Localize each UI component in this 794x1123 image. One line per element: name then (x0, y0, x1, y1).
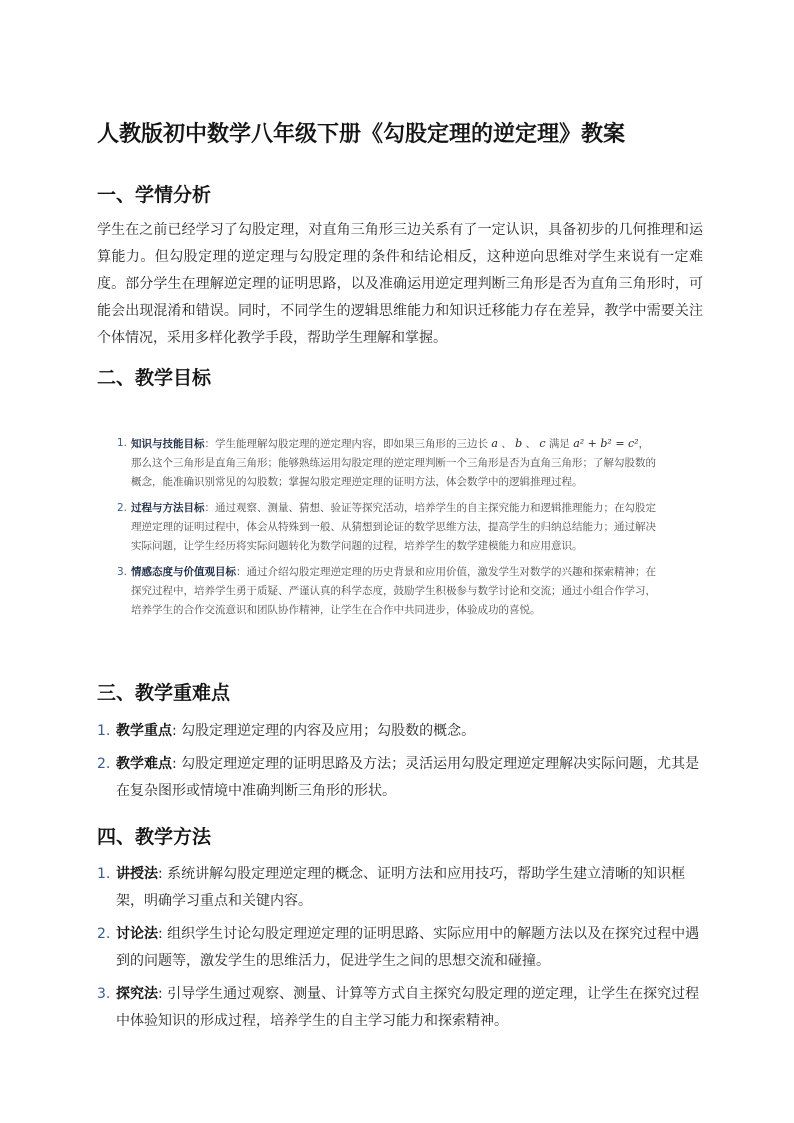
list-number: 2. (117, 502, 128, 514)
list-item-text: : 组织学生讨论勾股定理逆定理的证明思路、实际应用中的解题方法以及在探究过程中遇到的问题等，激发学生的思维活力，促进学生之间的思想交流和碰撞。 (116, 926, 700, 969)
list-item (97, 921, 703, 975)
list-item (97, 718, 703, 745)
separator: 、 (497, 438, 512, 450)
list-item-text: : 系统讲解勾股定理逆定理的概念、证明方法和应用技巧，帮助学生建立清晰的知识框架，明确学习重点和关键内容。 (116, 866, 686, 909)
list-item (97, 981, 703, 1035)
section-heading-methods: 四、教学方法 (97, 826, 212, 848)
page-title: 人教版初中数学八年级下册《勾股定理的逆定理》教案 (97, 122, 626, 147)
list-item-label: 教学难点 (116, 756, 172, 772)
list-item-text: ：学生能理解勾股定理的逆定理内容，即如果三角形的三边长 (204, 438, 488, 450)
list-item (117, 563, 657, 620)
list-item-text: ，那么这个三角形是直角三角形；能够熟练运用勾股定理的逆定理判断一个三角形是否为直角三角形；了解勾股数的概念，能准确识别常见的勾股数；掌握勾股定理逆定理的证明方法，体会数学中的逻辑推理过程。 (131, 438, 656, 488)
list-item-text: ：通过观察、测量、猜想、验证等探究活动，培养学生的自主探究能力和逻辑推理能力；在勾股定理逆定理的证明过程中，体会从特殊到一般、从猜想到论证的数学思维方法，提高学生的归纳总结能力；通过解决实际问题，让学生经历将实际问题转化为数学问题的过程，培养学生的数学建模能力和应用意识。 (131, 502, 656, 552)
section-heading-key-points: 三、教学重难点 (97, 682, 231, 704)
list-number: 2. (97, 756, 111, 772)
list-item-label: 探究法 (116, 986, 158, 1002)
math-formula: a² + b² = c² (573, 437, 639, 450)
list-number: 3. (117, 566, 128, 578)
list-item-label: 讨论法 (116, 926, 158, 942)
section-heading-goals: 二、教学目标 (97, 367, 212, 389)
list-item-text: 满足 (545, 438, 570, 450)
separator: 、 (522, 438, 536, 450)
math-variable-c: c (539, 437, 546, 450)
analysis-paragraph: 学生在之前已经学习了勾股定理，对直角三角形三边关系有了一定认识，具备初步的几何推理和运算能力。但勾股定理的逆定理与勾股定理的条件和结论相反，这种逆向思维对学生来说有一定难度。部分学生在理解逆定理的证明思路，以及准确运用逆定理判断三角形是否为直角三角形时，可能会出现混淆和错误。同时，不同学生的逻辑思维能力和知识迁移能力存在差异，教学中需要关注个体情况，采用多样化教学手段，帮助学生理解和掌握。 (97, 222, 703, 346)
list-item-text: : 引导学生通过观察、测量、计算等方式自主探究勾股定理的逆定理，让学生在探究过程中体验知识的形成过程，培养学生的自主学习能力和探索精神。 (116, 986, 700, 1029)
methods-list (97, 861, 703, 1041)
list-number: 1. (97, 723, 111, 739)
list-item-text: ：通过介绍勾股定理逆定理的历史背景和应用价值，激发学生对数学的兴趣和探索精神；在探究过程中，培养学生勇于质疑、严谨认真的科学态度，鼓励学生积极参与数学讨论和交流；通过小组合作学习，培养学生的合作交流意识和团队协作精神，让学生在合作中共同进步，体验成功的喜悦。 (131, 566, 656, 616)
list-item-label: 讲授法 (116, 866, 158, 882)
list-item (117, 499, 657, 556)
list-item (97, 861, 703, 915)
list-number: 1. (97, 866, 111, 882)
section-heading-analysis: 一、学情分析 (97, 184, 212, 206)
list-item-text: : 勾股定理逆定理的证明思路及方法；灵活运用勾股定理逆定理解决实际问题，尤其是在复杂图形或情境中准确判断三角形的形状。 (116, 756, 700, 799)
math-variable-b: b (515, 437, 523, 450)
math-variable-a: a (491, 437, 498, 450)
key-points-list (97, 718, 703, 811)
goals-list (117, 434, 657, 627)
list-item (97, 751, 703, 805)
list-number: 2. (97, 926, 111, 942)
list-item-label: 过程与方法目标 (131, 502, 205, 514)
list-item-label: 情感态度与价值观目标 (131, 566, 236, 578)
list-item-label: 教学重点 (116, 723, 172, 739)
list-item (117, 434, 657, 492)
list-number: 1. (117, 437, 128, 449)
list-item-label: 知识与技能目标 (131, 438, 205, 450)
list-item-text: : 勾股定理逆定理的内容及应用；勾股数的概念。 (172, 723, 476, 739)
list-number: 3. (97, 986, 111, 1002)
